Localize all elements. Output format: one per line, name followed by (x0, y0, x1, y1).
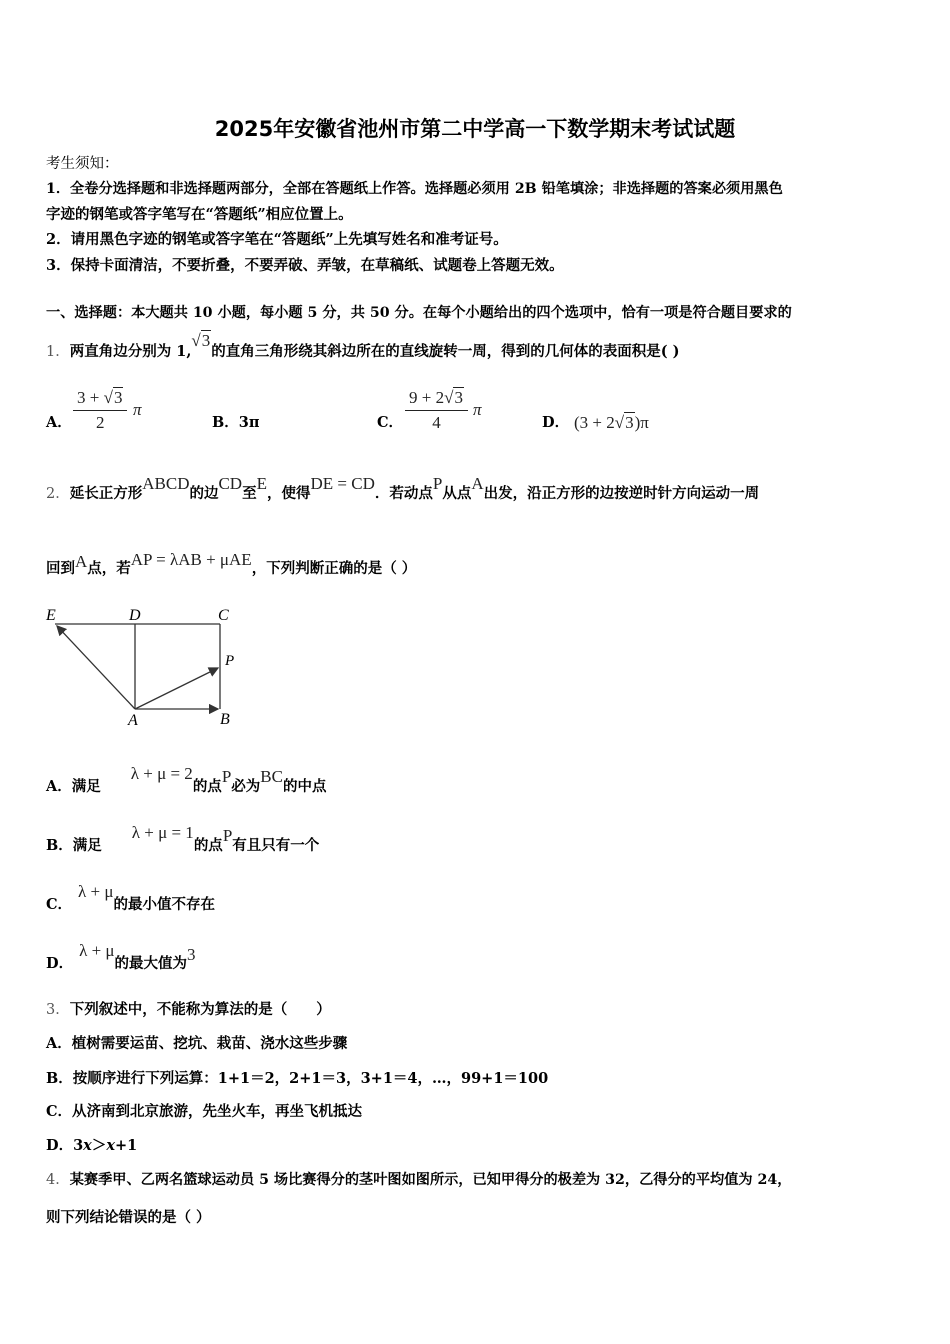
q3-option-a[interactable]: A．植树需要运苗、挖坑、栽苗、浇水这些步骤 (46, 1035, 348, 1052)
q2-math-cd: CD (218, 474, 243, 493)
label-d: D (129, 607, 141, 624)
notice-heading: 考生须知： (46, 156, 119, 172)
q3-option-d[interactable]: D．3x＞x+1 (46, 1137, 138, 1154)
label-p: P (225, 653, 235, 669)
q1-option-a-label[interactable]: A． (46, 414, 72, 431)
section-heading: 一、选择题：本大题共 10 小题，每小题 5 分，共 50 分。在每个小题给出的四个选项中，恰有一项是符合题目要求的 (46, 305, 792, 321)
question-2-stem-line2: 回到A点，若AP = λAB + μAE，下列判断正确的是（ ） (46, 550, 417, 577)
q2-math-e: E (256, 474, 267, 493)
question-4-stem-line2: 则下列结论错误的是（ ） (46, 1209, 211, 1226)
q1-option-d-label[interactable]: D． (542, 414, 570, 431)
vector-ap (135, 668, 218, 709)
q2-option-b[interactable]: B．满足λ + μ = 1的点P有且只有一个 (46, 823, 320, 854)
q1-text-post: 的直角三角形绕其斜边所在的直线旋转一周，得到的几何体的表面积是( ) (211, 343, 680, 360)
q2-math-a2: A (75, 552, 88, 571)
q1-sqrt: √3 (191, 331, 211, 350)
page-title: 2025年安徽省池州市第二中学高一下数学期末考试试题 (214, 117, 736, 141)
question-1-stem (46, 331, 680, 361)
label-e: E (46, 607, 56, 624)
notice-line-2: 2．请用黑色字迹的钢笔或答字笔在“答题纸”上先填写姓名和准考证号。 (46, 231, 508, 248)
q2-option-d[interactable]: D．λ + μ的最大值为3 (46, 941, 196, 972)
q1-option-a-pi: π (133, 400, 142, 419)
q2-math-p: P (432, 474, 443, 493)
q1-option-d-expr: (3 + 2√3)π (574, 413, 649, 432)
q1-option-c-pi: π (473, 400, 482, 419)
q2-number: 2． (46, 486, 70, 502)
q1-option-a-fraction: $\frac{3 + √3}{2}$ (73, 388, 127, 433)
q2-option-c[interactable]: C．λ + μ的最小值不存在 (46, 882, 215, 913)
q1-option-b[interactable]: B．3π (212, 414, 260, 431)
q2-math-abcd: ABCD (142, 474, 190, 493)
vector-ae (57, 626, 135, 709)
q1-text-pre: 两直角边分别为 1, (69, 343, 192, 360)
question-3-stem: 3．下列叙述中，不能称为算法的是（ ） (46, 1001, 331, 1018)
q2-math-vector-eq: AP = λAB + μAE (130, 550, 252, 569)
q1-option-c-label[interactable]: C． (377, 414, 404, 431)
label-b: B (220, 711, 230, 728)
question-4-stem-line1: 4．某赛季甲、乙两名篮球运动员 5 场比赛得分的茎叶图如图所示，已知甲得分的极差为 32，乙得分的平均值为 24， (46, 1172, 792, 1188)
q3-option-c[interactable]: C．从济南到北京旅游，先坐火车，再坐飞机抵达 (46, 1103, 363, 1120)
notice-line-1b: 字迹的钢笔或答字笔写在“答题纸”相应位置上。 (46, 206, 353, 223)
q1-number: 1． (46, 344, 70, 360)
q2-square-figure (40, 600, 250, 730)
label-c: C (218, 607, 229, 624)
notice-line-1a: 1．全卷分选择题和非选择题两部分，全部在答题纸上作答。选择题必须用 2B 铅笔填涂；非选择题的答案必须用黑色 (46, 181, 783, 197)
q1-option-c-fraction: $\frac{9 + 2√3}{4}$ (405, 388, 468, 433)
label-a: A (128, 712, 138, 729)
notice-line-3: 3．保持卡面清洁，不要折叠，不要弄破、弄皱，在草稿纸、试题卷上答题无效。 (46, 257, 564, 274)
q3-option-b[interactable]: B．按顺序进行下列运算：1+1＝2，2+1＝3，3+1＝4，…，99+1＝100 (46, 1070, 549, 1087)
q2-math-a: A (471, 474, 484, 493)
question-2-stem-line1: 2．延长正方形ABCD的边CD至E，使得DE = CD．若动点P从点A出发，沿正方形的边按逆时针方向运动一周 (46, 474, 760, 502)
q2-math-de-cd: DE = CD (310, 474, 375, 493)
q2-option-a[interactable]: A．满足λ + μ = 2的点P必为BC的中点 (46, 764, 327, 795)
